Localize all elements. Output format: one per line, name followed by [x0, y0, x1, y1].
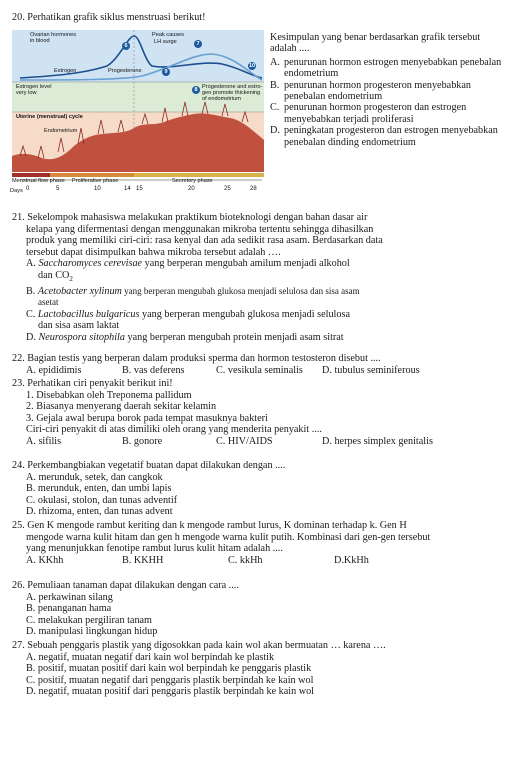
- q23-item: 3. Gejala awal berupa borok pada tempat masuknya bakteri: [26, 412, 268, 424]
- q21-option-d[interactable]: D. Neurospora sitophila yang berperan mengubah protein menjadi asam sitrat: [26, 331, 344, 343]
- in-blood-label: in blood: [30, 38, 50, 44]
- q24-block: [12, 460, 504, 518]
- q23-item: 1. Disebabkan oleh Treponema pallidum: [26, 389, 192, 401]
- prog-est-label-1: Progesterone and estro-: [202, 84, 263, 90]
- q20-stem: 20. Perhatikan grafik siklus menstruasi berikut!: [12, 12, 206, 23]
- day-tick: 5: [56, 186, 60, 192]
- day-tick: 20: [188, 186, 195, 192]
- q24-option-a[interactable]: A. merunduk, setek, dan cangkok: [26, 471, 163, 483]
- very-low-label: very low: [16, 90, 37, 96]
- q27-option-b[interactable]: B. positif, muatan positif dari kain wol berpindah ke penggaris plastik: [26, 663, 312, 675]
- day-tick: 10: [94, 186, 101, 192]
- q27-option-a[interactable]: A. negatif, muatan negatif dari kain wol berpindah ke plastik: [26, 651, 275, 663]
- menstrual-cycle-figure: [12, 30, 264, 200]
- q20-option-a[interactable]: A. penurunan hormon estrogen menyebabkan penebalan endometrium: [270, 56, 502, 80]
- q22-option-d[interactable]: D. tubulus seminiferous: [322, 364, 420, 376]
- q27-block: [12, 640, 504, 698]
- q25-option-d[interactable]: D.KkHh: [334, 554, 369, 566]
- q25-stem: 25. Gen K mengode rambut keriting dan k mengode rambut lurus, K dominan terhadap k. Gen H: [12, 520, 407, 531]
- q21-line: produk yang memiliki ciri-ciri: rasa kenyal dan ada sedikit rasa asam. Berdasarkan data: [26, 235, 383, 247]
- q27-option-c[interactable]: C. positif, muatan negatif dari penggaris plastik berpindah ke kain wol: [26, 674, 314, 686]
- q26-option-c[interactable]: C. melakukan pergiliran tanam: [26, 614, 152, 626]
- q25-line: yang menunjukkan fenotipe rambut lurus kulit hitam adalah ....: [26, 543, 283, 555]
- q21-block: [12, 212, 504, 344]
- badge-10: 10: [248, 63, 256, 69]
- proliferative-phase-label: Proliferative phase: [72, 178, 119, 184]
- q24-option-b[interactable]: B. merunduk, enten, dan umbi lapis: [26, 483, 172, 495]
- q21-line: tersebut dapat disimpulkan bahwa mikroba tersebut adalah ….: [26, 246, 281, 258]
- q25-option-a[interactable]: A. KKhh: [26, 554, 64, 566]
- q23-options: [12, 436, 504, 448]
- q22-option-c[interactable]: C. vesikula seminalis: [216, 364, 303, 376]
- q25-option-b[interactable]: B. KKHH: [122, 554, 164, 566]
- q21-option-c[interactable]: C. Lactobacillus bulgaricus yang berperan mengubah glukosa menjadi selulosa: [26, 308, 350, 320]
- q21-line: kelapa yang difermentasi dengan menggunakan mikroba tertentu sehingga dihasilkan: [26, 223, 374, 235]
- q21-stem: 21. Sekelompok mahasiswa melakukan praktikum bioteknologi dengan bahan dasar air: [12, 212, 368, 223]
- q20-option-d[interactable]: D. peningkatan progesteron dan estrogen menyebabkan penebalan dinding endometrium: [270, 125, 498, 148]
- q26-stem: 26. Pemuliaan tanaman dapat dilakukan dengan cara ....: [12, 580, 239, 591]
- q22-option-b[interactable]: B. vas deferens: [122, 364, 185, 376]
- badge-8: 8: [192, 86, 200, 94]
- ovarian-hormones-label: Ovarian hormones: [30, 32, 77, 38]
- uterine-cycle-label: Uterine (menstrual) cycle: [16, 114, 83, 120]
- q21-option-a[interactable]: A. Saccharomyces cerevisae yang berperan mengubah amilum menjadi alkohol: [26, 258, 350, 270]
- q22-stem: 22. Bagian testis yang berperan dalam produksi sperma dan hormon testosteron disebut ....: [12, 353, 381, 364]
- day-tick: 15: [136, 186, 143, 192]
- peak-causes-label: Peak causes: [152, 32, 185, 38]
- endometrium-label: Endometrium: [44, 128, 78, 134]
- q23-item: 2. Biasanya menyerang daerah sekitar kelamin: [26, 401, 217, 413]
- estrogen-label: Estrogen: [54, 68, 77, 74]
- q26-option-d[interactable]: D. manipulasi lingkungan hidup: [26, 626, 158, 638]
- q25-line: mengode warna kulit hitam dan gen h mengode warna kulit putih. Kombinasi dari gen-gen tersebut: [26, 531, 431, 543]
- q25-option-c[interactable]: C. kkHh: [228, 554, 263, 566]
- estrogen-level-label: Estrogen level: [16, 84, 52, 90]
- q24-option-c[interactable]: C. okulasi, stolon, dan tunas adventif: [26, 494, 178, 506]
- q21-option-b-cont: asetat: [38, 297, 59, 308]
- day-tick: 25: [224, 186, 231, 192]
- q21-option-a-cont: dan $CO_2$: [38, 269, 73, 283]
- q24-option-d[interactable]: D. rhizoma, enten, dan tunas advent: [26, 506, 173, 518]
- day-tick: 0: [26, 186, 30, 192]
- days-label: Days: [10, 188, 23, 194]
- q26-option-a[interactable]: A. perkawinan silang: [26, 591, 113, 603]
- q26-option-b[interactable]: B. penanganan hama: [26, 603, 112, 615]
- q22-options: [12, 365, 504, 377]
- q20-answers: [270, 32, 504, 148]
- badge-6: 6: [122, 42, 130, 50]
- q22-option-a[interactable]: A. epididimis: [26, 364, 82, 376]
- progesterone-label: Progesterone: [108, 68, 142, 74]
- q21-option-c-cont: dan sisa asam laktat: [38, 320, 120, 332]
- q23-option-a[interactable]: A. sifilis: [26, 435, 62, 447]
- q23-option-c[interactable]: C. HIV/AIDS: [216, 435, 273, 447]
- q20-option-c[interactable]: C. penurunan hormon progesteron dan estrogen menyebabkan terjadi proliferasi: [270, 102, 467, 125]
- q27-option-d[interactable]: D. negatif, muatan positif dari penggaris plastik berpindah ke kain wol: [26, 686, 315, 698]
- q24-stem: 24. Perkembangbiakan vegetatif buatan dapat dilakukan dengan ....: [12, 460, 286, 471]
- day-tick: 14: [124, 186, 131, 192]
- q27-stem: 27. Sebuah penggaris plastik yang digosokkan pada kain wol akan bermuatan … karena ….: [12, 640, 386, 651]
- prog-est-label-2: gen promote thickening: [202, 90, 261, 96]
- q23-block: [12, 378, 504, 448]
- q23-stem: 23. Perhatikan ciri penyakit berikut ini!: [12, 378, 173, 389]
- q20-option-b[interactable]: B. penurunan hormon progesteron menyebabkan penebalan endometrium: [270, 79, 471, 103]
- q23-option-b[interactable]: B. gonore: [122, 435, 163, 447]
- prog-est-label-3: of endometrium: [202, 96, 241, 102]
- q25-options: [12, 555, 504, 567]
- q22-block: [12, 353, 504, 376]
- q23-option-d[interactable]: D. herpes simplex genitalis: [322, 435, 433, 447]
- q21-option-b[interactable]: B. Acetobacter xylinum yang berperan mengubah glukosa menjadi selulosa dan sisa asam: [26, 285, 360, 297]
- q25-block: [12, 520, 504, 566]
- badge-7: 7: [194, 40, 202, 48]
- q26-block: [12, 580, 504, 638]
- q20-intro: Kesimpulan yang benar berdasarkan grafik tersebut adalah ....: [270, 32, 481, 55]
- menstrual-phase-label: Menstrual flow phase: [12, 178, 65, 184]
- q23-question: Ciri-ciri penyakit di atas dimiliki oleh orang yang menderita penyakit ....: [26, 424, 322, 436]
- day-tick: 28: [250, 186, 257, 192]
- badge-9: 9: [162, 68, 170, 76]
- secretory-phase-label: Secretory phase: [172, 178, 213, 184]
- lh-surge-label: LH surge: [154, 39, 177, 45]
